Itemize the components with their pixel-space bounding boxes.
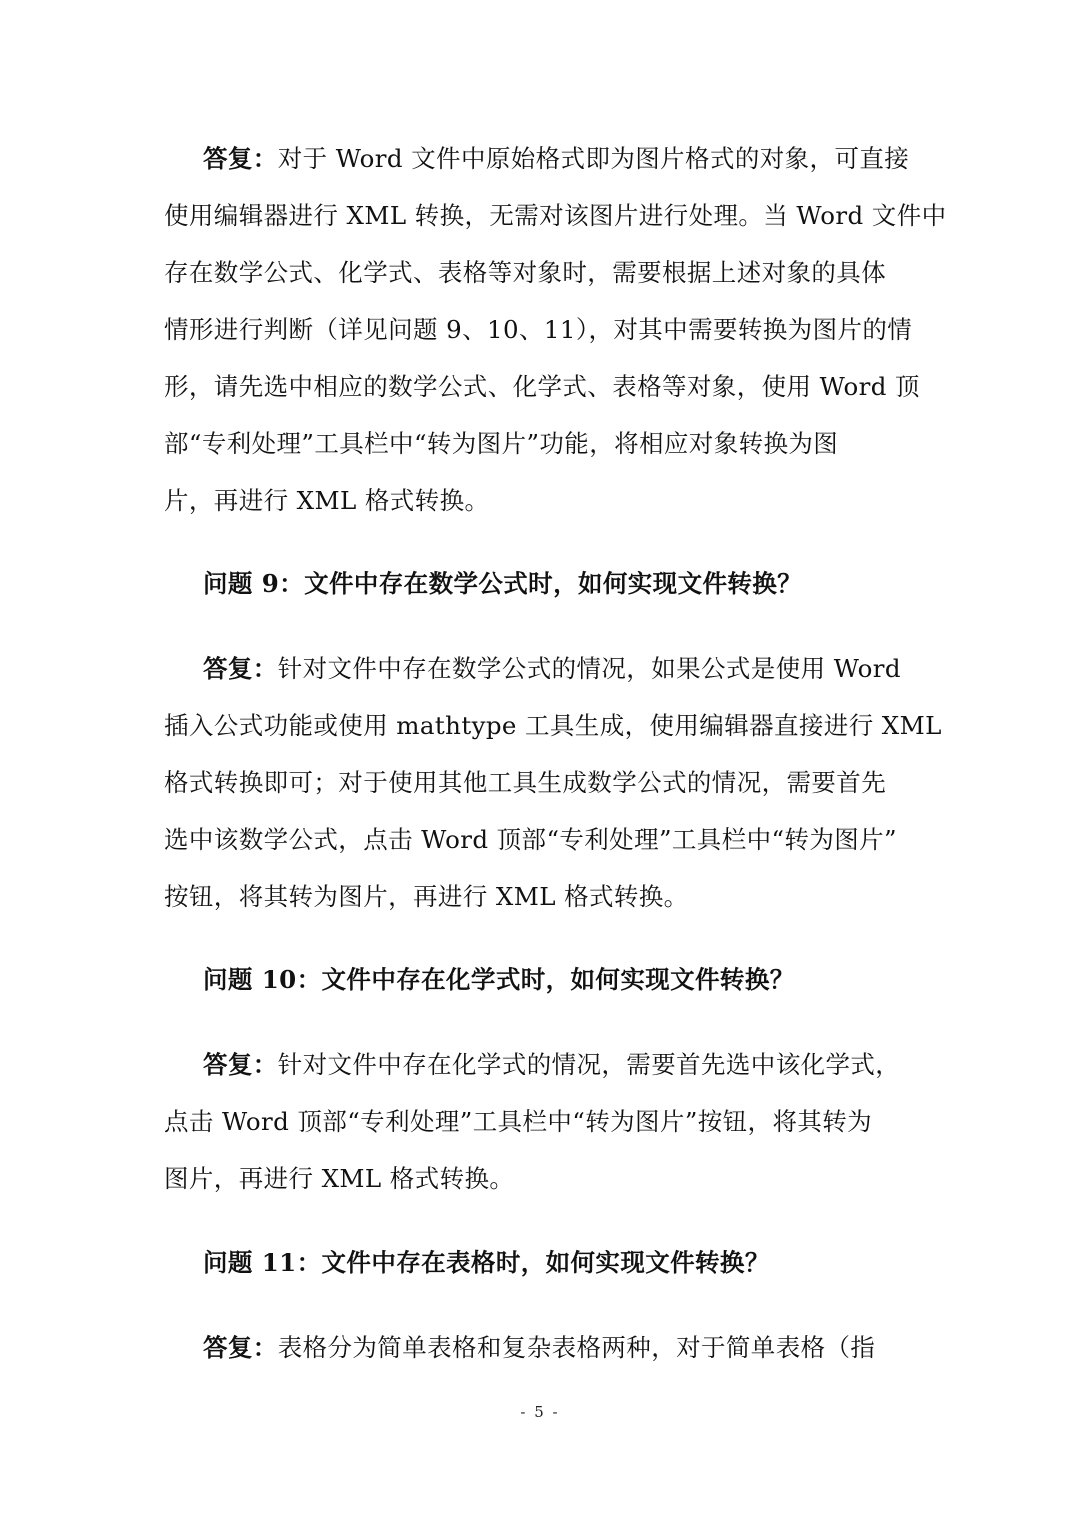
question-text: 问题 11：文件中存在表格时，如何实现文件转换？ — [203, 1248, 770, 1277]
paragraph-line: 选中该数学公式，点击 Word 顶部“专利处理”工具栏中“转为图片” — [164, 825, 897, 854]
paragraph-line: 点击 Word 顶部“专利处理”工具栏中“转为图片”按钮，将其转为 — [164, 1107, 873, 1136]
answer-paragraph-2 — [164, 640, 942, 925]
paragraph-line: 形，请先选中相应的数学公式、化学式、表格等对象，使用 Word 顶 — [164, 372, 920, 401]
question-heading-10 — [164, 951, 916, 1008]
paragraph-line: 使用编辑器进行 XML 转换，无需对该图片进行处理。当 Word 文件中 — [164, 201, 947, 230]
paragraph-line: 情形进行判断（详见问题 9、10、11），对其中需要转换为图片的情 — [164, 315, 913, 344]
paragraph-line: 存在数学公式、化学式、表格等对象时，需要根据上述对象的具体 — [164, 258, 887, 287]
question-text: 问题 10：文件中存在化学式时，如何实现文件转换？ — [203, 965, 795, 994]
answer-paragraph-3 — [164, 1036, 916, 1207]
paragraph-line: 答复：针对文件中存在数学公式的情况，如果公式是使用 Word — [203, 654, 901, 683]
answer-label: 答复： — [203, 1050, 278, 1079]
paragraph-line: 答复：表格分为简单表格和复杂表格两种，对于简单表格（指 — [203, 1333, 876, 1362]
paragraph-line: 图片，再进行 XML 格式转换。 — [164, 1164, 515, 1193]
answer-label: 答复： — [203, 654, 278, 683]
answer-label: 答复： — [203, 1333, 278, 1362]
paragraph-line: 答复：对于 Word 文件中原始格式即为图片格式的对象，可直接 — [203, 144, 910, 173]
question-text: 问题 9：文件中存在数学公式时，如何实现文件转换？ — [203, 569, 803, 598]
question-heading-11 — [164, 1234, 916, 1291]
answer-paragraph-1 — [164, 130, 947, 529]
answer-paragraph-4 — [164, 1319, 916, 1376]
question-heading-9 — [164, 555, 916, 612]
paragraph-line: 格式转换即可；对于使用其他工具生成数学公式的情况，需要首先 — [164, 768, 887, 797]
paragraph-line: 答复：针对文件中存在化学式的情况，需要首先选中该化学式， — [203, 1050, 901, 1079]
answer-label: 答复： — [203, 144, 278, 173]
paragraph-line: 片，再进行 XML 格式转换。 — [164, 486, 490, 515]
page-number: - 5 - — [520, 1403, 560, 1421]
paragraph-line: 部“专利处理”工具栏中“转为图片”功能，将相应对象转换为图 — [164, 429, 839, 458]
paragraph-line: 按钮，将其转为图片，再进行 XML 格式转换。 — [164, 882, 689, 911]
paragraph-line: 插入公式功能或使用 mathtype 工具生成，使用编辑器直接进行 XML — [164, 711, 942, 740]
